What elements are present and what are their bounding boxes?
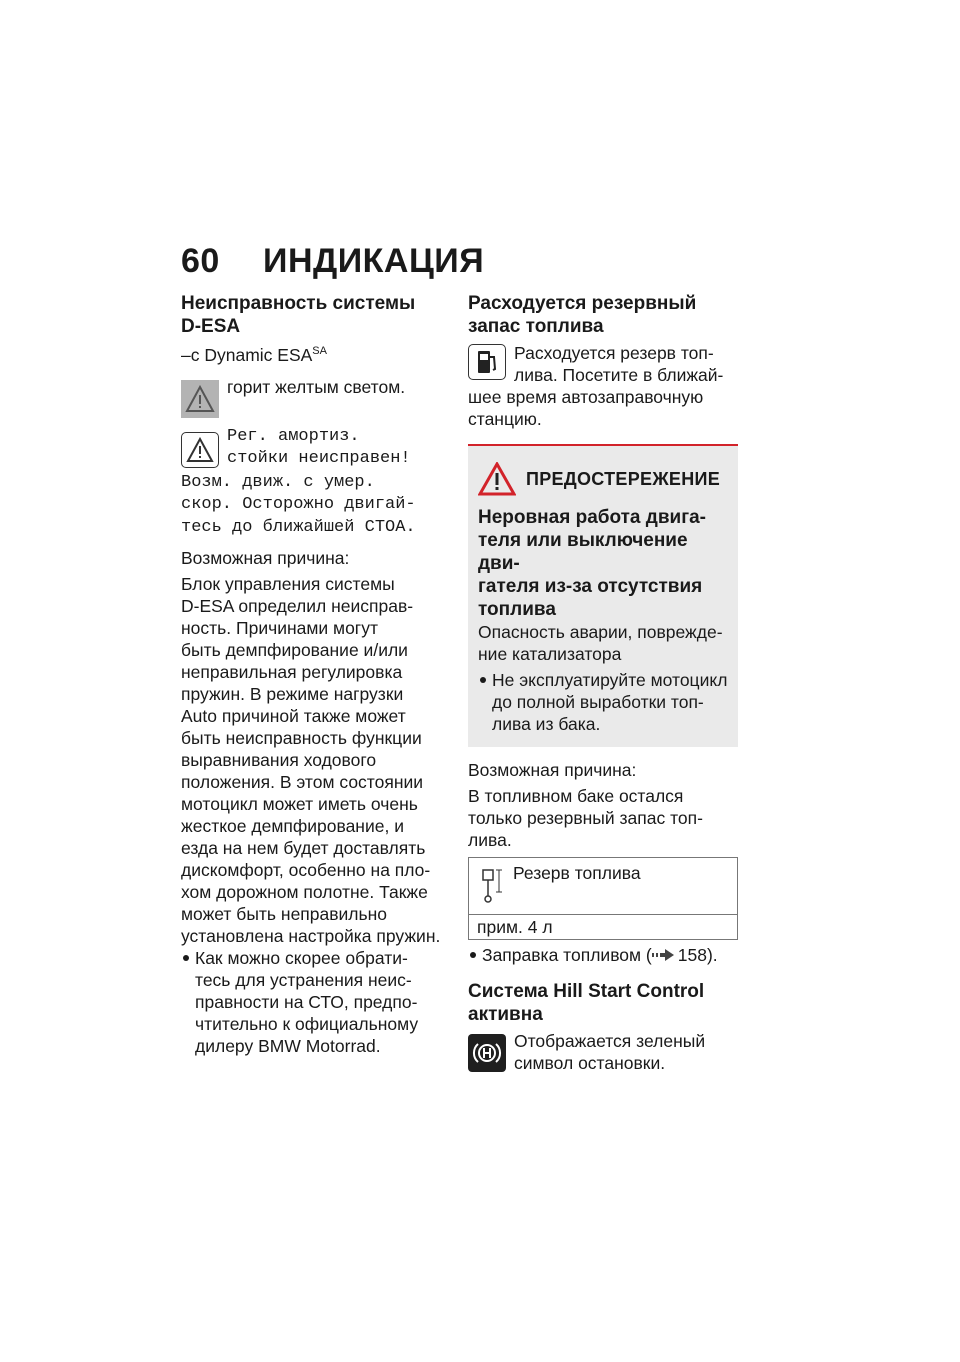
desa-cause-line: положения. В этом состоянии: [181, 772, 424, 793]
refuel-page-link[interactable]: 158).: [677, 945, 718, 965]
desa-display-block: [181, 426, 451, 540]
desa-display-line5: тесь до ближайшей СТОА.: [181, 517, 416, 537]
fuel-gauge-icon: [469, 858, 513, 914]
fuel-text-line3: шее время автозаправочную: [468, 387, 704, 407]
hill-start-control-icon: [468, 1034, 506, 1072]
danger-triangle-icon: [478, 462, 516, 496]
warning-triangle-outline-icon: [181, 432, 219, 468]
refuel-link-item: [468, 944, 738, 968]
hill-text-line2: символ остановки.: [514, 1053, 666, 1074]
desa-cause-line: установлена настройка пружин.: [181, 926, 441, 947]
desa-cause-line: Блок управления системы: [181, 574, 395, 595]
desa-display-line3: Возм. движ. с умер.: [181, 472, 375, 492]
warning-bullet-line: до полной выработки топ-: [492, 692, 704, 712]
refuel-text: Заправка топливом (: [482, 945, 652, 965]
warning-title-line: топлива: [478, 599, 556, 620]
desa-cause-line: дискомфорт, особенно на пло-: [181, 860, 431, 881]
desa-heading-line1: Неисправность системы: [181, 293, 416, 314]
hill-heading-line1: Система Hill Start Control: [468, 981, 705, 1003]
desa-cause-line: езда на нем будет доставлять: [181, 838, 426, 859]
desa-cause-line: ность. Причинами могут: [181, 618, 378, 639]
desa-condition-sup: SA: [312, 345, 327, 357]
page-number: 60: [181, 242, 220, 280]
warning-label-row: [478, 462, 728, 496]
warning-title-line: Неровная работа двига-: [478, 507, 707, 528]
desa-display-line4: скор. Осторожно двигай-: [181, 495, 416, 515]
desa-cause-line: выравнивания ходового: [181, 750, 377, 771]
desa-display-line2: стойки неисправен!: [227, 449, 411, 469]
fuel-reserve-table: [468, 857, 738, 940]
fuel-text-line1: Расходуется резерв топ-: [514, 343, 714, 363]
desa-action-line: Как можно скорее обрати-: [195, 948, 408, 969]
fuel-reserve-block: [468, 342, 738, 430]
desa-cause-line: может быть неправильно: [181, 904, 388, 925]
fuel-cause-line: В топливном баке остался: [468, 786, 684, 806]
chapter-title: ИНДИКАЦИЯ: [263, 242, 485, 280]
hill-block: [468, 1030, 738, 1076]
desa-cause-line: неправильная регулировка: [181, 662, 403, 683]
fuel-reserve-label: Резерв топлива: [513, 863, 641, 883]
desa-cause-line: Auto причиной также может: [181, 706, 406, 727]
desa-light-block: [181, 376, 451, 422]
desa-cause-line: пружин. В режиме нагрузки: [181, 684, 404, 705]
desa-cause-label: Возможная причина:: [181, 548, 350, 569]
left-column: [181, 292, 451, 1057]
desa-cause-line: жесткое демпфирование, и: [181, 816, 404, 837]
warning-bullet: [478, 669, 728, 735]
hill-text-line1: Отображается зеленый: [514, 1031, 706, 1052]
desa-cause-line: D-ESA определил неисправ-: [181, 596, 414, 617]
desa-light-text: горит желтым светом.: [227, 376, 406, 397]
desa-condition-text: –с Dynamic ESA: [181, 344, 313, 365]
desa-display-line1: Рег. амортиз.: [227, 426, 360, 446]
desa-cause-text: [181, 573, 451, 947]
desa-cause-line: мотоцикл может иметь очень: [181, 794, 418, 815]
desa-action-line: тесь для устранения неис-: [195, 970, 412, 991]
fuel-heading-line1: Расходуется резервный: [468, 293, 697, 314]
fuel-pump-icon: [468, 344, 506, 380]
fuel-reserve-table-header: [469, 858, 737, 915]
fuel-text-line4: станцию.: [468, 409, 542, 429]
fuel-heading-line2: запас топлива: [468, 316, 604, 337]
warning-title-line: теля или выключение дви-: [478, 530, 688, 574]
right-column: [468, 292, 738, 1076]
warning-triangle-icon: [181, 380, 219, 418]
fuel-cause-text: [468, 785, 738, 851]
fuel-cause-line: только резервный запас топ-: [468, 808, 703, 828]
warning-title-line: гателя из-за отсутствия: [478, 576, 703, 597]
warning-label: ПРЕДОСТЕРЕЖЕНИЕ: [526, 468, 721, 489]
fuel-cause-line: лива.: [468, 830, 512, 850]
page-ref-arrow-icon: [652, 944, 674, 966]
warning-danger-line: ние катализатора: [478, 644, 622, 664]
fuel-cause-label: Возможная причина:: [468, 760, 637, 780]
desa-action-line: правности на СТО, предпо-: [195, 992, 418, 1013]
desa-cause-line: быть неисправность функции: [181, 728, 422, 749]
desa-action-line: дилеру BMW Motorrad.: [195, 1036, 381, 1057]
fuel-reserve-value: прим. 4 л: [477, 917, 553, 937]
desa-action-line: чтительно к официальному: [195, 1014, 419, 1035]
warning-bullet-line: Не эксплуатируйте мотоцикл: [492, 670, 728, 690]
desa-heading-line2: D-ESA: [181, 316, 241, 337]
warning-danger-line: Опасность аварии, поврежде-: [478, 622, 723, 642]
warning-box: [468, 444, 738, 747]
hill-heading-line2: активна: [468, 1004, 543, 1026]
fuel-text-line2: лива. Посетите в ближай-: [514, 365, 724, 385]
desa-action-bullet: [181, 947, 451, 1057]
desa-condition: [181, 340, 451, 366]
desa-cause-line: хом дорожном полотне. Также: [181, 882, 428, 903]
warning-bullet-line: лива из бака.: [492, 714, 601, 734]
page-header: [181, 242, 484, 281]
desa-cause-line: быть демпфирование и/или: [181, 640, 408, 661]
